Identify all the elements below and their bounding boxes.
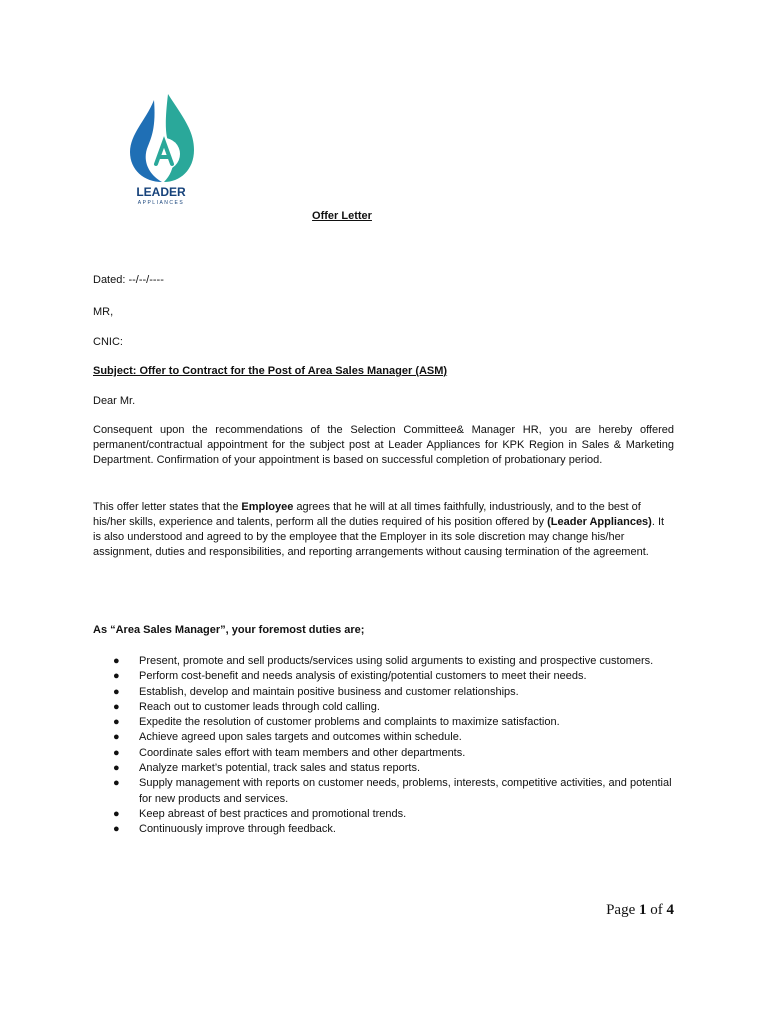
dated-line: Dated: --/--/---- (93, 274, 164, 286)
duty-text: Keep abreast of best practices and promotional trends. (139, 807, 407, 820)
bullet-icon: ● (113, 670, 120, 683)
terms-text-3: . It is also understood and agreed to by the employee that the Employer in its sole discretion may change his/her assignment, duties and responsibilities, and reporting arrangements without causing termination of the agreement. (93, 516, 665, 558)
logo-brand-text: LEADER (136, 185, 186, 199)
subject-line: Subject: Offer to Contract for the Post of Area Sales Manager (ASM) (93, 365, 448, 377)
bullet-icon: ● (113, 746, 120, 759)
mr-line: MR, (93, 306, 114, 318)
duty-item (93, 654, 683, 669)
duty-item (93, 669, 683, 684)
duty-item (93, 761, 683, 776)
duty-text: Coordinate sales effort with team members and other departments. (139, 746, 466, 759)
page-number (606, 902, 674, 919)
page-total: 4 (666, 902, 674, 918)
bullet-icon: ● (113, 700, 120, 713)
paragraph-appointment: Consequent upon the recommendations of the Selection Committee& Manager HR, you are hereby offered permanent/contractual appointment for the subject post at Leader Appliances for KPK Region in Sales & Marketing Department. Confirmation of your appointment is based on successful completion of probationary period. (93, 424, 674, 466)
duty-item (93, 822, 683, 837)
salutation: Dear Mr. (93, 395, 136, 407)
duty-item (93, 730, 683, 745)
duty-item (93, 807, 683, 822)
duty-text: Present, promote and sell products/services using solid arguments to existing and prospective customers. (139, 655, 654, 667)
page-current: 1 (639, 902, 647, 918)
bullet-icon: ● (113, 777, 120, 790)
duties-heading: As “Area Sales Manager”, your foremost duties are; (93, 624, 365, 636)
terms-employee: Employee (241, 501, 294, 513)
page-of-word: of (646, 902, 667, 918)
duties-list (93, 654, 683, 838)
duty-text: Achieve agreed upon sales targets and outcomes within schedule. (139, 731, 462, 744)
bullet-icon: ● (113, 731, 120, 744)
duty-text: Analyze market’s potential, track sales and status reports. (139, 762, 421, 775)
duty-item (93, 700, 683, 715)
bullet-icon: ● (113, 716, 120, 729)
duty-item (93, 776, 683, 807)
terms-company: (Leader Appliances) (547, 516, 652, 528)
duty-text: Continuously improve through feedback. (139, 823, 336, 836)
leader-appliances-logo (118, 90, 204, 206)
duty-text: Expedite the resolution of customer problems and complaints to maximize satisfaction. (139, 716, 560, 729)
bullet-icon: ● (113, 823, 120, 836)
paragraph-terms (93, 500, 674, 560)
bullet-icon: ● (113, 655, 120, 667)
duty-text: Reach out to customer leads through cold calling. (139, 700, 380, 713)
logo-sub-text: APPLIANCES (137, 200, 185, 206)
duty-text: Perform cost-benefit and needs analysis of existing/potential customers to meet their needs. (139, 670, 587, 683)
duty-item (93, 715, 683, 730)
bullet-icon: ● (113, 762, 120, 775)
cnic-line: CNIC: (93, 336, 123, 348)
bullet-icon: ● (113, 807, 120, 820)
terms-text-2: agrees that he will at all times faithfully, industriously, and to the best of his/her skills, experience and talents, perform all the duties required of his position offered by (93, 501, 641, 528)
duty-item (93, 746, 683, 761)
document-title: Offer Letter (312, 210, 372, 222)
duty-text: Establish, develop and maintain positive business and customer relationships. (139, 685, 519, 698)
duty-text: Supply management with reports on customer needs, problems, interests, competitive activities, and potential for new products and services. (139, 777, 672, 805)
bullet-icon: ● (113, 685, 120, 698)
terms-text-1: This offer letter states that the (93, 501, 242, 513)
page-word: Page (606, 902, 639, 918)
duty-item (93, 685, 683, 700)
